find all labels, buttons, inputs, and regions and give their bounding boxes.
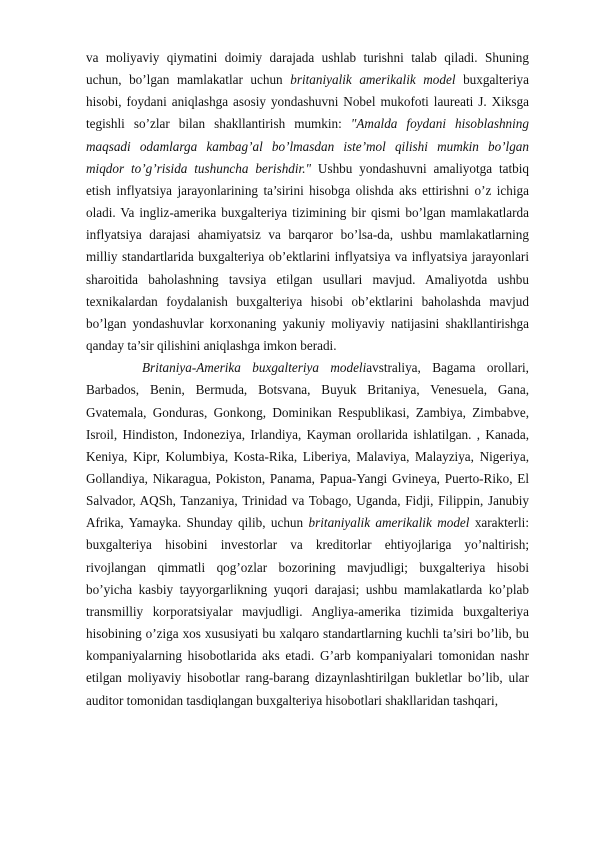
document-page bbox=[86, 47, 529, 712]
italic-term: britaniyalik amerikalik model bbox=[290, 72, 456, 88]
paragraph-model-profit bbox=[86, 47, 529, 357]
paragraph-text: xarakterli: buxgalteriya hisobini investorlar va kreditorlar ehtiyojlariga yo’naltirish; rivojlangan qimmatli qog’ozlar bozorining mavjudligi; buxgalteriya hisobi bo’yicha kasbiy tayyorgarlikning yuqori darajasi; ushbu mamlakatlarda ko’plab transmilliy korporatsiyalar mavjudligi. Angliya-amerika tizimida buxgalteriya hisobining o’ziga xos xususiyati bu xalqaro standartlarning kuchli ta’siri bo’lib, bu kompaniyalarning hisobotlarida aks etadi. G’arb kompaniyalari tomonidan nashr etilgan moliyaviy hisobotlar rang-barang dizaynlashtirilgan bukletlar bo’lib, ular auditor tomonidan tasdiqlangan buxgalteriya hisobotlari shakllaridan tashqari, bbox=[86, 515, 530, 708]
italic-term: britaniyalik amerikalik model bbox=[308, 515, 470, 531]
paragraph-text: buxgalteriya hisobi, foydani aniqlashga asosiy yondashuvni Nobel mukofoti laureati J. Xiksga tegishli so’zlar bilan shakllantirish mumkin: bbox=[86, 72, 529, 132]
paragraph-text: va moliyaviy qiymatini doimiy darajada ushlab turishni talab qiladi. Shuning uchun, bo’lgan mamlakatlar uchun bbox=[86, 50, 529, 88]
italic-term: Britaniya-Amerika buxgalteriya modeli bbox=[142, 360, 367, 376]
italic-quote: "Amalda foydani hisoblashning maqsadi odamlarga kambag’al bo’lmasdan iste’mol qilishi mumkin bo’lgan miqdor to’g’risida tushuncha berishdir." bbox=[86, 116, 529, 176]
paragraph-text: Ushbu yondashuvni amaliyotga tatbiq etish inflyatsiya jarayonlarining ta’sirini hisobga olishda aks ettirishni o’z ichiga oladi. Va ingliz-amerika buxgalteriya tizimining bir qismi bo’lgan mamlakatlarda inflyatsiya darajasi ahamiyatsiz va barqaror bo’lsa-da, ushbu mamlakatlarning milliy standartlarida buxgalteriya ob’ektlarini inflyatsiya va inflyatsiya jarayonlari sharoitida baholashning tavsiya etilgan usullari mavjud. Amaliyotda ushbu texnikalardan foydalanish buxgalteriya hisobi ob’ektlarini baholashda mavjud bo’lgan yondashuvlar korxonaning yakuniy moliyaviy natijasini shakllantirishga qanday ta’sir qilishini aniqlashga imkon beradi. bbox=[86, 160, 529, 354]
paragraph-text: avstraliya, Bagama orollari, Barbados, Benin, Bermuda, Botsvana, Buyuk Britaniya, Venesuela, Gana, Gvatemala, Gonduras, Gonkong, Dominikan Respublikasi, Zambiya, Zimbabve, Isroil, Hindiston, Indoneziya, Irlandiya, Kayman orollarida ishlatilgan. , Kanada, Keniya, Kipr, Kolumbiya, Kosta-Rika, Liberiya, Malaviya, Malayziya, Nigeriya, Gollandiya, Nikaragua, Pokiston, Panama, Papua-Yangi Gvineya, Puerto-Riko, El Salvador, AQSh, Tanzaniya, Trinidad va Tobago, Uganda, Fidji, Filippin, Janubiy Afrika, Yamayka. Shunday qilib, uchun bbox=[86, 360, 529, 531]
paragraph-countries bbox=[86, 357, 529, 712]
